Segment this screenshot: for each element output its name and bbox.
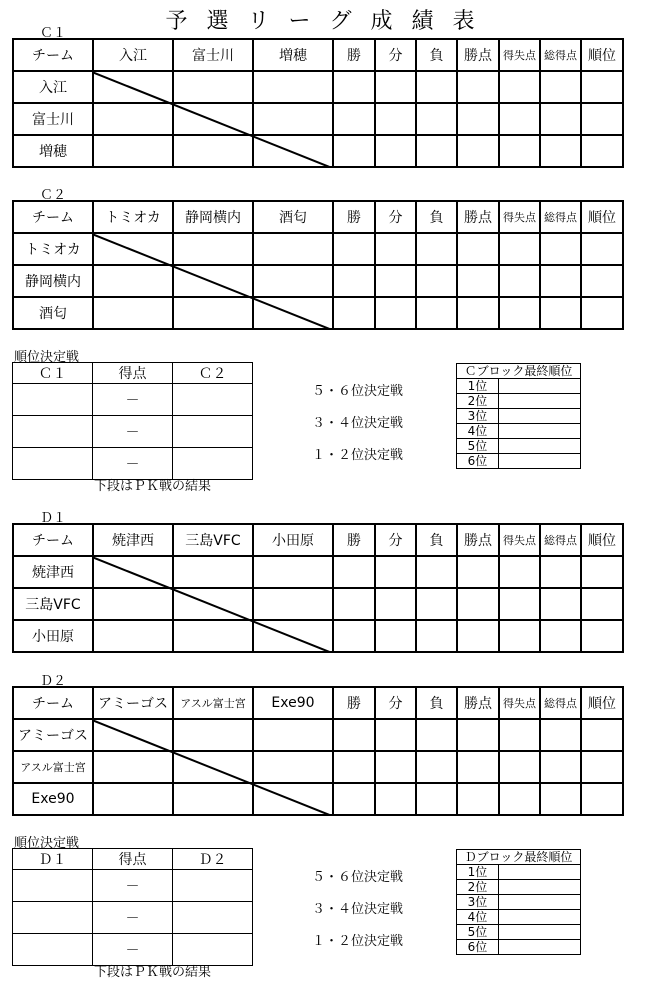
league-table-c2 <box>12 200 624 330</box>
stat-cell <box>457 751 499 783</box>
result-cell <box>173 103 253 135</box>
result-cell <box>253 103 333 135</box>
score-dash: － <box>93 902 173 934</box>
rank-2: 2位 <box>457 394 499 409</box>
col-rank: 順位 <box>581 524 623 556</box>
score-dash: － <box>93 448 173 480</box>
stat-cell <box>333 588 375 620</box>
row-team-2: 静岡横内 <box>13 265 93 297</box>
result-cell <box>253 135 333 167</box>
stat-cell <box>416 71 457 103</box>
stat-cell <box>499 719 540 751</box>
stat-cell <box>333 233 375 265</box>
stat-cell <box>375 783 416 815</box>
result-cell <box>253 71 333 103</box>
stat-cell <box>499 620 540 652</box>
col-losses: 負 <box>416 39 457 71</box>
score-dash: － <box>93 416 173 448</box>
stat-cell <box>540 103 581 135</box>
col-wins: 勝 <box>333 687 375 719</box>
stat-cell <box>333 71 375 103</box>
group-label-c1: Ｃ１ <box>40 26 67 41</box>
playoff-results-d <box>12 848 253 966</box>
stat-cell <box>581 297 623 329</box>
stat-cell <box>581 103 623 135</box>
rank-team-cell <box>499 394 581 409</box>
stat-cell <box>581 620 623 652</box>
row-team-1: トミオカ <box>13 233 93 265</box>
col-losses: 負 <box>416 524 457 556</box>
playoff-right-group: Ｄ２ <box>173 849 253 870</box>
rank-team-cell <box>499 865 581 880</box>
rank-6: 6位 <box>457 940 499 955</box>
result-cell <box>173 556 253 588</box>
row-team-3: Exe90 <box>13 783 93 815</box>
playoff-heading: 順位決定戦 <box>14 836 80 851</box>
stat-cell <box>416 588 457 620</box>
col-team-2: 富士川 <box>173 39 253 71</box>
rank-team-cell <box>499 409 581 424</box>
stat-cell <box>416 265 457 297</box>
stat-cell <box>540 297 581 329</box>
stat-cell <box>499 71 540 103</box>
match-3-4: ３・４位決定戦 <box>312 902 404 917</box>
result-cell <box>93 297 173 329</box>
col-draws: 分 <box>375 687 416 719</box>
final-standings-title: Ｃブロック最終順位 <box>457 364 581 379</box>
stat-cell <box>457 265 499 297</box>
stat-cell <box>581 71 623 103</box>
rank-2: 2位 <box>457 880 499 895</box>
stat-cell <box>333 265 375 297</box>
rank-3: 3位 <box>457 895 499 910</box>
stat-cell <box>457 620 499 652</box>
stat-cell <box>499 297 540 329</box>
row-team-3: 小田原 <box>13 620 93 652</box>
col-rank: 順位 <box>581 687 623 719</box>
stat-cell <box>375 556 416 588</box>
final-standings-c <box>456 363 581 469</box>
stat-cell <box>540 783 581 815</box>
col-team-1: アミーゴス <box>93 687 173 719</box>
rank-1: 1位 <box>457 379 499 394</box>
league-table-d1 <box>12 523 624 653</box>
stat-cell <box>457 783 499 815</box>
stat-cell <box>581 588 623 620</box>
stat-cell <box>416 620 457 652</box>
result-cell <box>253 719 333 751</box>
playoff-score-header: 得点 <box>93 363 173 384</box>
playoff-team-cell <box>13 448 93 480</box>
result-cell <box>93 588 173 620</box>
rank-team-cell <box>499 424 581 439</box>
col-wins: 勝 <box>333 39 375 71</box>
playoff-team-cell <box>173 384 253 416</box>
stat-cell <box>333 719 375 751</box>
stat-cell <box>333 556 375 588</box>
col-losses: 負 <box>416 687 457 719</box>
col-goal-diff: 得失点 <box>499 201 540 233</box>
result-cell <box>93 135 173 167</box>
result-cell <box>93 71 173 103</box>
rank-team-cell <box>499 454 581 469</box>
stat-cell <box>540 135 581 167</box>
stat-cell <box>457 71 499 103</box>
col-points: 勝点 <box>457 524 499 556</box>
group-label-d1: Ｄ１ <box>40 511 67 526</box>
playoff-left-group: Ｃ１ <box>13 363 93 384</box>
col-team-1: トミオカ <box>93 201 173 233</box>
stat-cell <box>581 556 623 588</box>
col-total-goals: 総得点 <box>540 524 581 556</box>
league-table-d2 <box>12 686 624 816</box>
stat-cell <box>499 783 540 815</box>
stat-cell <box>457 297 499 329</box>
rank-6: 6位 <box>457 454 499 469</box>
stat-cell <box>333 135 375 167</box>
stat-cell <box>333 620 375 652</box>
stat-cell <box>375 135 416 167</box>
col-draws: 分 <box>375 524 416 556</box>
stat-cell <box>416 556 457 588</box>
stat-cell <box>375 719 416 751</box>
rank-team-cell <box>499 379 581 394</box>
stat-cell <box>375 103 416 135</box>
col-total-goals: 総得点 <box>540 687 581 719</box>
result-cell <box>253 751 333 783</box>
stat-cell <box>457 233 499 265</box>
stat-cell <box>540 265 581 297</box>
stat-cell <box>540 71 581 103</box>
team-col-header: チーム <box>13 687 93 719</box>
rank-4: 4位 <box>457 424 499 439</box>
result-cell <box>173 233 253 265</box>
playoff-team-cell <box>173 416 253 448</box>
score-dash: － <box>93 870 173 902</box>
stat-cell <box>499 135 540 167</box>
result-cell <box>93 751 173 783</box>
stat-cell <box>540 620 581 652</box>
col-team-3: 増穂 <box>253 39 333 71</box>
pk-note: 下段はＰＫ戦の結果 <box>94 965 212 980</box>
pk-note: 下段はＰＫ戦の結果 <box>94 479 212 494</box>
stat-cell <box>416 297 457 329</box>
col-team-1: 入江 <box>93 39 173 71</box>
stat-cell <box>416 719 457 751</box>
playoff-results-c <box>12 362 253 480</box>
col-points: 勝点 <box>457 687 499 719</box>
rank-5: 5位 <box>457 439 499 454</box>
col-losses: 負 <box>416 201 457 233</box>
result-cell <box>93 103 173 135</box>
stat-cell <box>499 556 540 588</box>
row-team-3: 酒匂 <box>13 297 93 329</box>
final-standings-title: Ｄブロック最終順位 <box>457 850 581 865</box>
stat-cell <box>540 588 581 620</box>
result-cell <box>93 783 173 815</box>
match-5-6: ５・６位決定戦 <box>312 870 404 885</box>
rank-4: 4位 <box>457 910 499 925</box>
col-team-3: Exe90 <box>253 687 333 719</box>
result-cell <box>93 265 173 297</box>
col-goal-diff: 得失点 <box>499 39 540 71</box>
row-team-2: 三島VFC <box>13 588 93 620</box>
row-team-1: 焼津西 <box>13 556 93 588</box>
match-3-4: ３・４位決定戦 <box>312 416 404 431</box>
stat-cell <box>457 103 499 135</box>
row-team-1: アミーゴス <box>13 719 93 751</box>
match-5-6: ５・６位決定戦 <box>312 384 404 399</box>
stat-cell <box>581 751 623 783</box>
result-cell <box>253 620 333 652</box>
result-cell <box>93 620 173 652</box>
col-team-3: 小田原 <box>253 524 333 556</box>
rank-team-cell <box>499 940 581 955</box>
team-col-header: チーム <box>13 524 93 556</box>
stat-cell <box>416 783 457 815</box>
result-cell <box>253 233 333 265</box>
stat-cell <box>540 556 581 588</box>
result-cell <box>93 719 173 751</box>
col-total-goals: 総得点 <box>540 39 581 71</box>
stat-cell <box>416 233 457 265</box>
stat-cell <box>499 588 540 620</box>
playoff-team-cell <box>173 870 253 902</box>
playoff-score-header: 得点 <box>93 849 173 870</box>
stat-cell <box>581 233 623 265</box>
rank-3: 3位 <box>457 409 499 424</box>
result-cell <box>253 588 333 620</box>
stat-cell <box>416 135 457 167</box>
stat-cell <box>375 297 416 329</box>
col-team-2: 静岡横内 <box>173 201 253 233</box>
row-team-2: 富士川 <box>13 103 93 135</box>
result-cell <box>173 265 253 297</box>
group-label-d2: Ｄ２ <box>40 674 67 689</box>
row-team-3: 増穂 <box>13 135 93 167</box>
rank-team-cell <box>499 910 581 925</box>
playoff-team-cell <box>173 902 253 934</box>
stat-cell <box>540 719 581 751</box>
playoff-heading: 順位決定戦 <box>14 350 80 365</box>
stat-cell <box>333 103 375 135</box>
playoff-team-cell <box>13 384 93 416</box>
col-team-2: 三島VFC <box>173 524 253 556</box>
row-team-1: 入江 <box>13 71 93 103</box>
team-col-header: チーム <box>13 39 93 71</box>
result-cell <box>253 783 333 815</box>
col-wins: 勝 <box>333 524 375 556</box>
rank-5: 5位 <box>457 925 499 940</box>
stat-cell <box>457 556 499 588</box>
playoff-left-group: Ｄ１ <box>13 849 93 870</box>
result-cell <box>173 135 253 167</box>
col-wins: 勝 <box>333 201 375 233</box>
result-cell <box>93 233 173 265</box>
col-team-1: 焼津西 <box>93 524 173 556</box>
page-title: 予 選 リ ー グ 成 績 表 <box>165 9 481 34</box>
stat-cell <box>457 135 499 167</box>
rank-1: 1位 <box>457 865 499 880</box>
stat-cell <box>457 719 499 751</box>
result-cell <box>173 783 253 815</box>
playoff-team-cell <box>13 934 93 966</box>
score-dash: － <box>93 384 173 416</box>
playoff-team-cell <box>13 416 93 448</box>
stat-cell <box>540 751 581 783</box>
stat-cell <box>499 265 540 297</box>
stat-cell <box>499 751 540 783</box>
col-rank: 順位 <box>581 201 623 233</box>
stat-cell <box>375 620 416 652</box>
match-1-2: １・２位決定戦 <box>312 448 404 463</box>
playoff-team-cell <box>13 902 93 934</box>
col-points: 勝点 <box>457 39 499 71</box>
stat-cell <box>540 233 581 265</box>
match-1-2: １・２位決定戦 <box>312 934 404 949</box>
stat-cell <box>499 233 540 265</box>
stat-cell <box>581 719 623 751</box>
stat-cell <box>375 751 416 783</box>
col-goal-diff: 得失点 <box>499 524 540 556</box>
stat-cell <box>333 751 375 783</box>
stat-cell <box>581 783 623 815</box>
result-cell <box>173 719 253 751</box>
col-points: 勝点 <box>457 201 499 233</box>
col-draws: 分 <box>375 201 416 233</box>
result-cell <box>173 751 253 783</box>
col-total-goals: 総得点 <box>540 201 581 233</box>
playoff-team-cell <box>13 870 93 902</box>
col-draws: 分 <box>375 39 416 71</box>
team-col-header: チーム <box>13 201 93 233</box>
result-cell <box>253 297 333 329</box>
stat-cell <box>333 297 375 329</box>
stat-cell <box>375 588 416 620</box>
rank-team-cell <box>499 895 581 910</box>
stat-cell <box>457 588 499 620</box>
result-cell <box>253 556 333 588</box>
result-cell <box>253 265 333 297</box>
league-table-c1 <box>12 38 624 168</box>
stat-cell <box>416 103 457 135</box>
stat-cell <box>375 233 416 265</box>
stat-cell <box>375 265 416 297</box>
result-cell <box>173 588 253 620</box>
rank-team-cell <box>499 439 581 454</box>
stat-cell <box>333 783 375 815</box>
score-dash: － <box>93 934 173 966</box>
result-cell <box>173 71 253 103</box>
stat-cell <box>499 103 540 135</box>
col-team-3: 酒匂 <box>253 201 333 233</box>
col-team-2: アスル富士宮 <box>173 687 253 719</box>
stat-cell <box>416 751 457 783</box>
group-label-c2: Ｃ２ <box>40 188 67 203</box>
col-rank: 順位 <box>581 39 623 71</box>
result-cell <box>173 620 253 652</box>
stat-cell <box>581 135 623 167</box>
playoff-right-group: Ｃ２ <box>173 363 253 384</box>
final-standings-d <box>456 849 581 955</box>
stat-cell <box>581 265 623 297</box>
rank-team-cell <box>499 880 581 895</box>
row-team-2: アスル富士宮 <box>13 751 93 783</box>
stat-cell <box>375 71 416 103</box>
result-cell <box>93 556 173 588</box>
col-goal-diff: 得失点 <box>499 687 540 719</box>
rank-team-cell <box>499 925 581 940</box>
result-cell <box>173 297 253 329</box>
